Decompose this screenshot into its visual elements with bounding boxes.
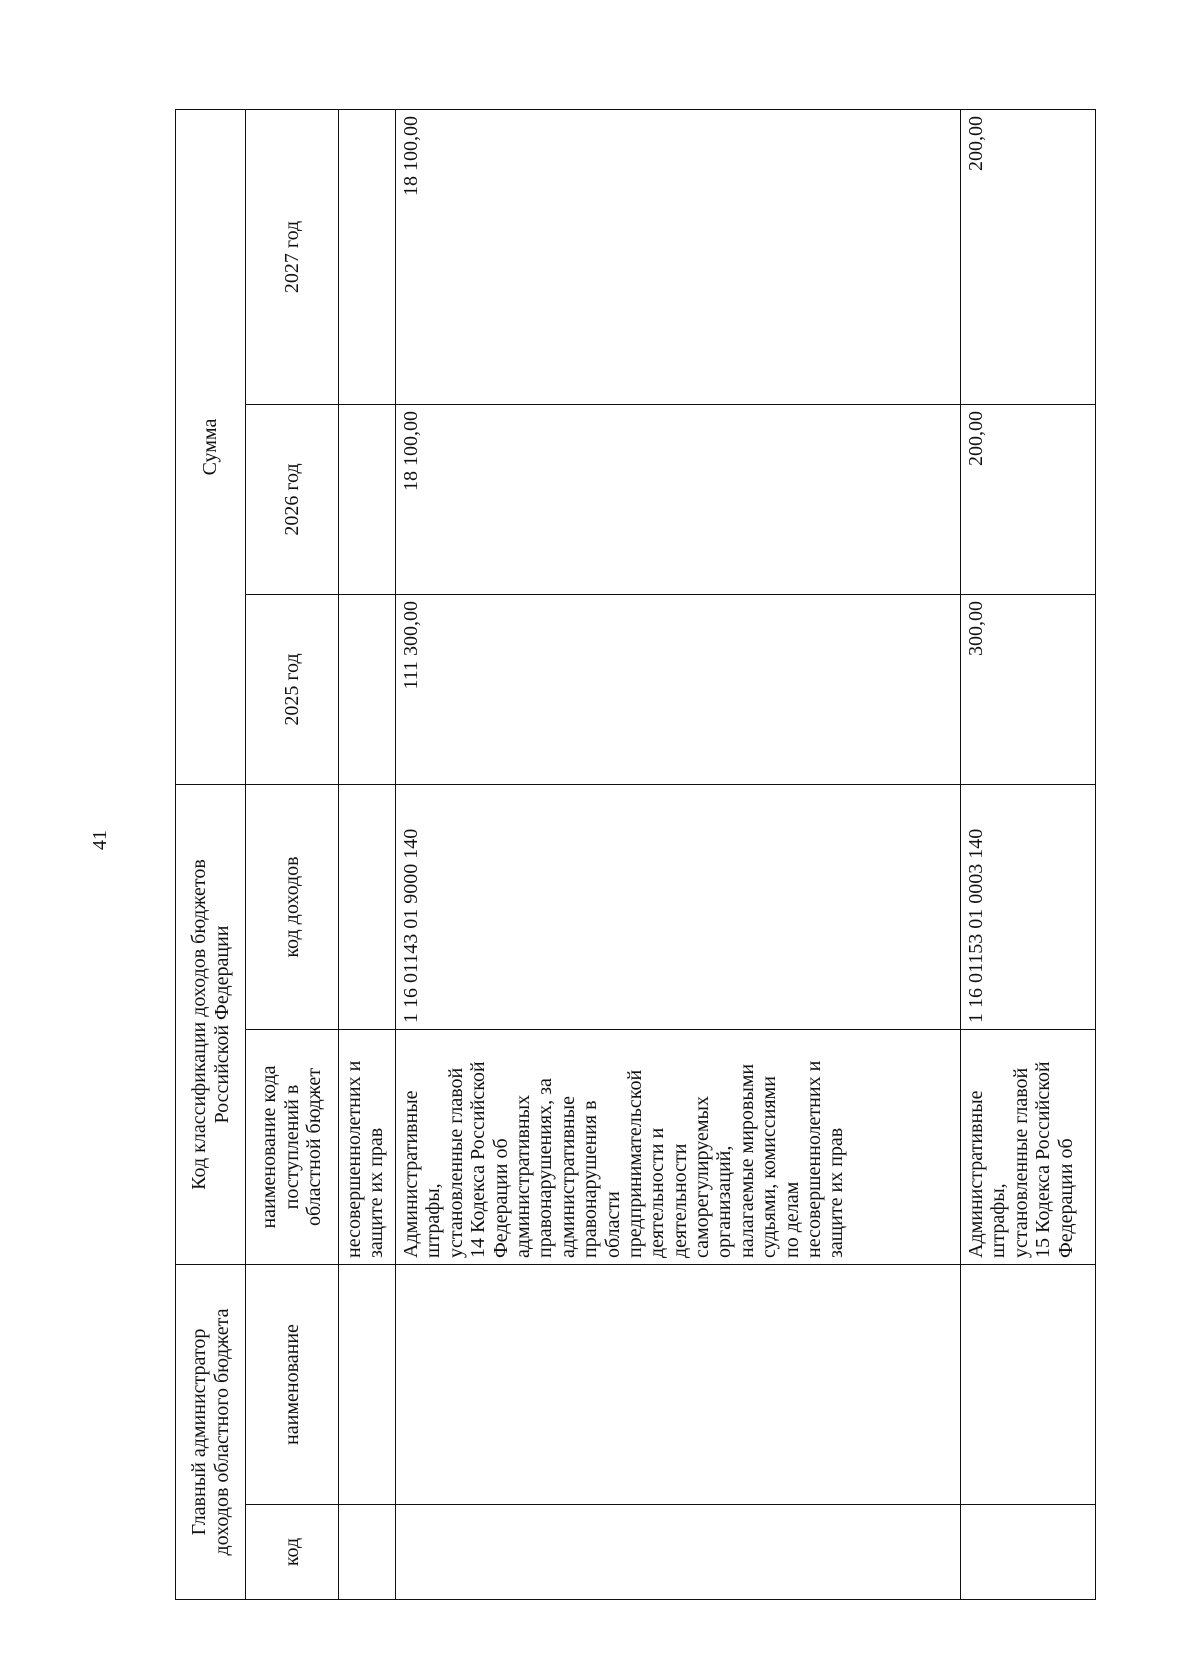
cell-income-name: Административные штрафы, установленные главой 15 Кодекса Российской Федерации об <box>961 1030 1096 1265</box>
header-income-name: наименование кода поступлений в областной бюджет <box>246 1030 339 1265</box>
cell-income-name: несовершеннолетних и защите их прав <box>339 1030 396 1265</box>
cell-admin-code <box>339 1505 396 1600</box>
cell-admin-code <box>396 1505 961 1600</box>
table-row <box>339 109 396 1599</box>
group-header-row <box>176 109 246 1599</box>
page-number: 41 <box>89 830 111 850</box>
cell-income-code: 1 16 01153 01 0003 140 <box>961 785 1096 1030</box>
header-admin: Главный администратор доходов областного бюджета <box>176 1265 246 1600</box>
rotated-table-wrapper <box>175 110 1095 1600</box>
header-admin-code: код <box>246 1505 339 1600</box>
cell-2026 <box>339 405 396 595</box>
sub-header-row <box>246 109 339 1599</box>
header-sum: Сумма <box>176 109 246 784</box>
table-row <box>961 109 1096 1599</box>
cell-income-code: 1 16 01143 01 9000 140 <box>396 785 961 1030</box>
cell-admin-name <box>396 1265 961 1505</box>
cell-2025 <box>339 595 396 785</box>
budget-income-table <box>175 109 1096 1600</box>
cell-2025: 111 300,00 <box>396 595 961 785</box>
cell-admin-name <box>339 1265 396 1505</box>
cell-2027 <box>339 109 396 404</box>
header-admin-name: наименование <box>246 1265 339 1505</box>
header-year-2027: 2027 год <box>246 109 339 404</box>
header-classification: Код классификации доходов бюджетов Российской Федерации <box>176 785 246 1265</box>
cell-2026: 200,00 <box>961 405 1096 595</box>
cell-2025: 300,00 <box>961 595 1096 785</box>
table-row <box>396 109 961 1599</box>
cell-income-code <box>339 785 396 1030</box>
header-year-2025: 2025 год <box>246 595 339 785</box>
cell-admin-code <box>961 1505 1096 1600</box>
cell-2027: 200,00 <box>961 109 1096 404</box>
header-income-code: код доходов <box>246 785 339 1030</box>
cell-income-name: Административные штрафы, установленные главой 14 Кодекса Российской Федерации об административных правонарушениях, за административные правонарушения в области предпринимательской деятельности и деятельности саморегулируемых организаций, налагаемые мировыми судьями, комиссиями по делам несовершеннолетних и защите их прав <box>396 1030 961 1265</box>
cell-admin-name <box>961 1265 1096 1505</box>
cell-2027: 18 100,00 <box>396 109 961 404</box>
cell-2026: 18 100,00 <box>396 405 961 595</box>
header-year-2026: 2026 год <box>246 405 339 595</box>
